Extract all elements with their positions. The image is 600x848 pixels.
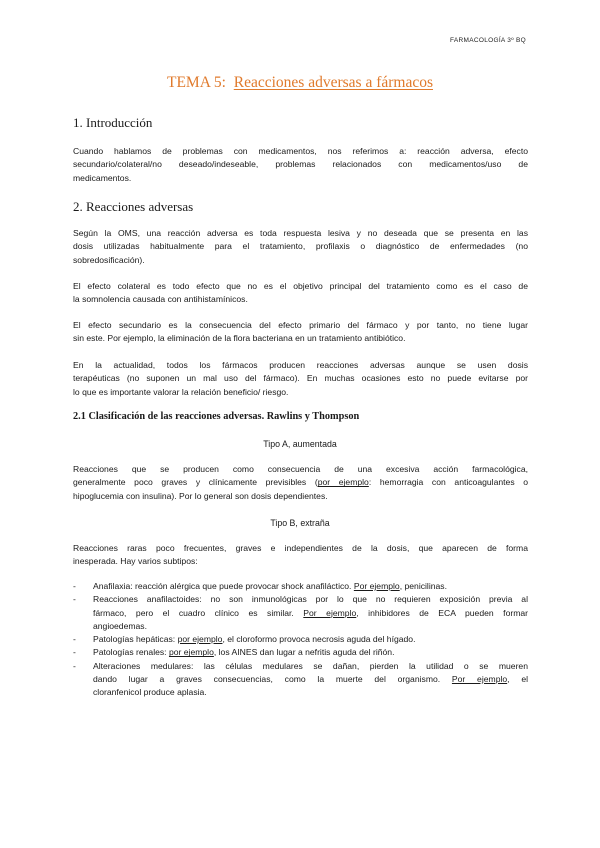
text-line: Alteraciones medulares: las células medulares se dañan, pierden la utilidad o se mueren [93, 660, 528, 671]
adverse-paragraph-4 [73, 359, 528, 399]
text-line: sobredosificación). [73, 254, 145, 265]
bullet-dash: - [73, 581, 76, 591]
section-heading-adverse: 2. Reacciones adversas [73, 199, 194, 214]
bullet-dash: - [73, 594, 76, 605]
text-fragment: fármaco, pero el cuadro clínico es similar. [93, 607, 304, 618]
list-item [73, 660, 528, 700]
bullet-dash: - [73, 660, 76, 671]
example-underlined: Por ejemplo [353, 581, 400, 591]
title-main: Reacciones adversas a fármacos [233, 74, 433, 91]
bullet-dash: - [73, 647, 76, 658]
text-fragment: , los AINES dan lugar a nefritis aguda del riñón. [213, 647, 395, 658]
type-a-paragraph [73, 463, 528, 503]
text-line: Cuando hablamos de problemas con medicamentos, nos referimos a: reacción adversa, efecto [73, 146, 528, 156]
text-line: hipoglucemia con insulina). Por lo general son dosis dependientes. [73, 490, 328, 501]
text-line: secundario/colateral/no deseado/indeseable, problemas relacionados con medicamentos/uso de [73, 159, 528, 170]
type-b-paragraph [73, 542, 528, 569]
text-line [93, 646, 528, 659]
text-line [73, 476, 528, 489]
example-underlined: por ejemplo [177, 634, 223, 645]
text-fragment: , el cloroformo provoca necrosis aguda del hígado. [222, 634, 416, 645]
adverse-paragraph-1 [73, 227, 528, 267]
text-fragment: : hemorragia con anticoagulantes o [368, 477, 529, 488]
example-underlined: por ejemplo [317, 477, 369, 488]
text-fragment: Anafilaxia: reacción alérgica que puede provocar shock anafiláctico. [93, 581, 354, 591]
course-header-tag: FARMACOLOGÍA 3º BQ [449, 37, 526, 44]
text-line: sin este. Por ejemplo, la eliminación de la flora bacteriana en un tratamiento antibiótico. [73, 333, 406, 344]
example-underlined: Por ejemplo [303, 607, 357, 618]
text-fragment: , inhibidores de ECA pueden formar [356, 607, 529, 618]
text-line: El efecto colateral es todo efecto que no es el objetivo principal del tratamiento como es el caso de [73, 281, 528, 291]
list-item [73, 633, 528, 646]
text-fragment: , el [507, 674, 529, 685]
list-item [73, 580, 528, 593]
text-fragment: dando lugar a graves consecuencias, como la muerte del organismo. [93, 674, 452, 685]
subsection-heading-classification: 2.1 Clasificación de las reacciones adversas. Rawlins y Thompson [73, 411, 360, 422]
text-line: El efecto secundario es la consecuencia del efecto primario del fármaco y por tanto, no tiene lugar [73, 320, 528, 330]
type-a-label: Tipo A, aumentada [263, 439, 337, 449]
subtypes-list [73, 580, 528, 700]
text-line: Reacciones raras poco frecuentes, graves e independientes de la dosis, que aparecen de forma [73, 543, 528, 553]
text-fragment: Patologías hepáticas: [93, 634, 178, 645]
adverse-paragraph-2 [73, 280, 528, 307]
type-b-label: Tipo B, extraña [270, 518, 330, 528]
text-line: medicamentos. [73, 172, 132, 183]
page-title [0, 74, 600, 92]
text-line [93, 580, 528, 593]
text-line [93, 673, 528, 686]
intro-paragraph [73, 145, 528, 185]
text-fragment: Patologías renales: [93, 647, 169, 658]
text-fragment: , penicilinas. [399, 581, 447, 591]
text-line: dosis utilizadas habitualmente para el tratamiento, profilaxis o diagnóstico de enfermedades (no [73, 241, 528, 252]
text-line: cloranfenicol produce aplasia. [93, 687, 207, 698]
title-prefix: TEMA 5: [167, 74, 226, 91]
text-line: inesperada. Hay varios subtipos: [73, 556, 198, 567]
example-underlined: por ejemplo [168, 647, 214, 658]
text-line: angioedemas. [93, 620, 147, 631]
text-fragment: generalmente poco graves y clínicamente previsibles ( [73, 477, 318, 488]
list-item [73, 593, 528, 633]
bullet-dash: - [73, 634, 76, 645]
text-line: Reacciones que se producen como consecuencia de una excesiva acción farmacológica, [73, 464, 528, 474]
text-line [93, 633, 528, 646]
section-heading-intro: 1. Introducción [73, 115, 153, 130]
text-line: Según la OMS, una reacción adversa es toda respuesta lesiva y no deseada que se presenta en las [73, 228, 528, 238]
text-line: la somnolencia causada con antihistamínicos. [73, 294, 248, 305]
text-line: Reacciones anafilactoides: no son inmunológicas por lo que no requieren exposición previa al [93, 594, 528, 605]
text-line: lo que es importante valorar la relación beneficio/ riesgo. [73, 386, 289, 397]
list-item [73, 646, 528, 659]
text-line [93, 607, 528, 620]
text-line: En la actualidad, todos los fármacos producen reacciones adversas aunque se usen dosis [73, 360, 528, 370]
example-underlined: Por ejemplo [451, 674, 508, 685]
text-line: terapéuticas (no suponen un mal uso del fármaco). En muchas ocasiones esto no puede evitarse por [73, 373, 528, 384]
adverse-paragraph-3 [73, 319, 528, 346]
